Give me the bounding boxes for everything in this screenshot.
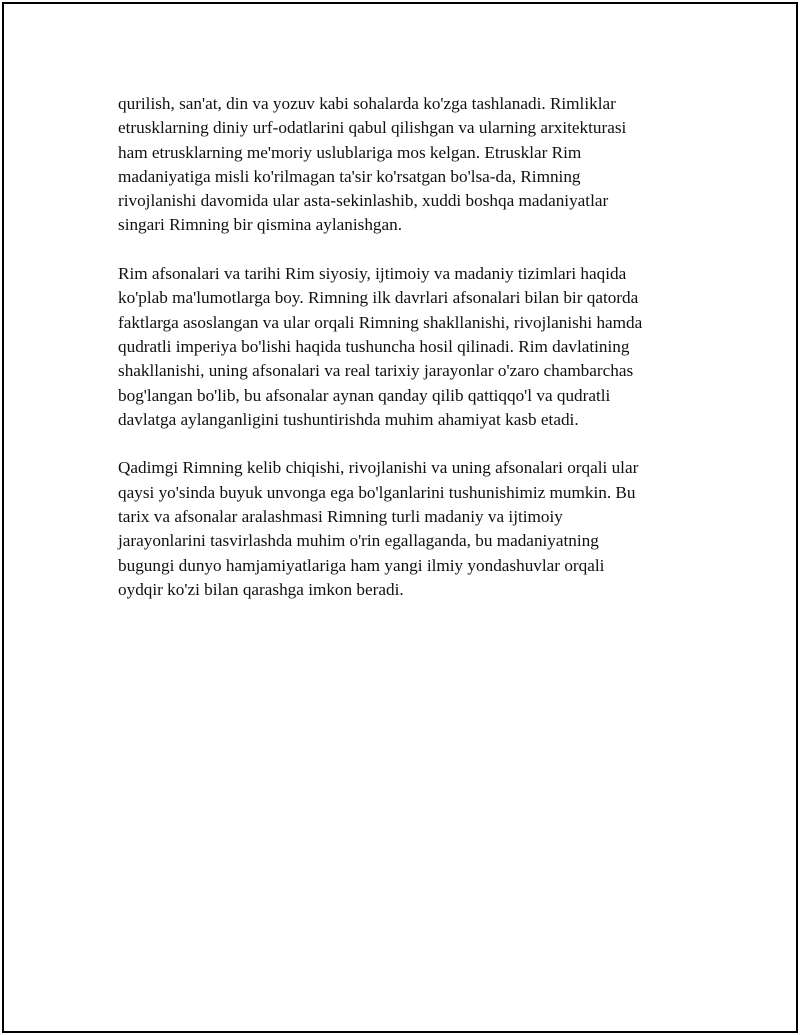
paragraph-3: Qadimgi Rimning kelib chiqishi, rivojlanishi va uning afsonalari orqali ular qaysi yo'sinda buyuk unvonga ega bo'lganlarini tushunishimiz mumkin. Bu tarix va afsonalar aralashmasi Rimning turli madaniy va ijtimoiy jarayonlarini tasvirlashda muhim o'rin egallaganda, bu madaniyatning bugungi dunyo hamjamiyatlariga ham yangi ilmiy yondashuvlar orqali oydqir ko'zi bilan qarashga imkon beradi. bbox=[118, 458, 639, 599]
document-body bbox=[118, 92, 688, 627]
paragraph-2: Rim afsonalari va tarihi Rim siyosiy, ijtimoiy va madaniy tizimlari haqida ko'plab ma'lumotlarga boy. Rimning ilk davrlari afsonalari bilan bir qatorda faktlarga asoslangan va ular orqali Rimning shakllanishi, rivojlanishi hamda qudratli imperiya bo'lishi haqida tushuncha hosil qilinadi. Rim davlatining shakllanishi, uning afsonalari va real tarixiy jarayonlar o'zaro chambarchas bog'langan bo'lib, bu afsonalar aynan qanday qilib qattiqqo'l va qudratli davlatga aylanganligini tushuntirishda muhim ahamiyat kasb etadi. bbox=[118, 264, 643, 429]
paragraph-1: qurilish, san'at, din va yozuv kabi sohalarda ko'zga tashlanadi. Rimliklar etrusklarning diniy urf-odatlarini qabul qilishgan va ularning arxitekturasi ham etrusklarning me'moriy uslublariga mos kelgan. Etrusklar Rim madaniyatiga misli ko'rilmagan ta'sir ko'rsatgan bo'lsa-da, Rimning rivojlanishi davomida ular asta-sekinlashib, xuddi boshqa madaniyatlar singari Rimning bir qismina aylanishgan. bbox=[118, 94, 627, 235]
